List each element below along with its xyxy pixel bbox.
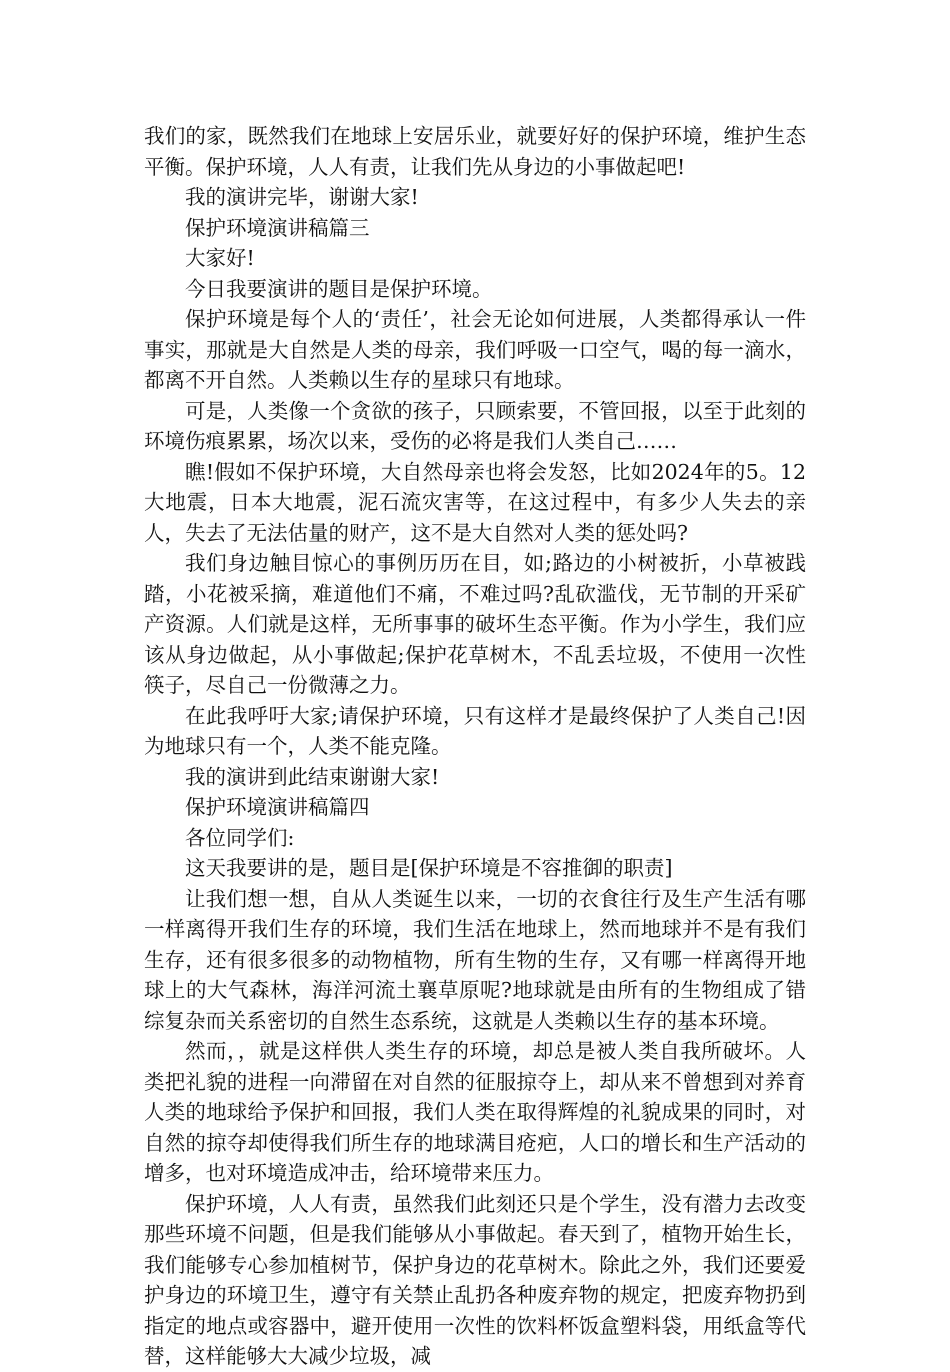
paragraph: 这天我要讲的是，题目是[保护环境是不容推御的职责] bbox=[185, 856, 673, 880]
paragraph: 我的演讲到此结束谢谢大家! bbox=[185, 764, 440, 789]
paragraph: 我的演讲完毕，谢谢大家! bbox=[185, 185, 419, 209]
paragraph: 大家好! bbox=[185, 246, 255, 270]
paragraph: 保护环境是每个人的‘责任’，社会无论如何进展，人类都得承认一件事实，那就是大自然是人类的母亲，我们呼吸一口空气，喝的每一滴水，都离不开自然。人类赖以生存的星球只有地球。 bbox=[144, 307, 806, 392]
paragraph: 在此我呼吁大家;请保护环境，只有这样才是最终保护了人类自己!因为地球只有一个，人类不能克隆。 bbox=[144, 703, 806, 758]
paragraph: 瞧!假如不保护环境，大自然母亲也将会发怒，比如2024年的5。12大地震，日本大地震，泥石流灾害等，在这过程中，有多少人失去的亲人，失去了无法估量的财产，这不是大自然对人类的惩处吗? bbox=[144, 459, 806, 545]
section-heading: 保护环境演讲稿篇三 bbox=[185, 215, 370, 240]
paragraph: 可是，人类像一个贪欲的孩子，只顾索要，不管回报，以至于此刻的环境伤痕累累，场次以来，受伤的必将是我们人类自己…… bbox=[144, 398, 806, 453]
paragraph: 我们身边触目惊心的事例历历在目，如;路边的小树被折，小草被践踏，小花被采摘，难道他们不痛，不难过吗?乱砍滥伐，无节制的开采矿产资源。人们就是这样，无所事事的破坏生态平衡。作为小学生，我们应该从身边做起，从小事做起;保护花草树木，不乱丢垃圾，不使用一次性筷子，尽自己一份微薄之力。 bbox=[144, 551, 806, 697]
section-heading: 保护环境演讲稿篇四 bbox=[185, 795, 370, 819]
paragraph: 然而，，就是这样供人类生存的环境，却总是被人类自我所破坏。人类把礼貌的进程一向滞留在对自然的征服掠夺上，却从来不曾想到对养育人类的地球给予保护和回报，我们人类在取得辉煌的礼貌成果的同时，对自然的掠夺却使得我们所生存的地球满目疮疤，人口的增长和生产活动的增多，也对环境造成冲击，给环境带来压力。 bbox=[144, 1039, 806, 1185]
document-page bbox=[144, 121, 806, 1372]
paragraph: 我们的家，既然我们在地球上安居乐业，就要好好的保护环境，维护生态平衡。保护环境，人人有责，让我们先从身边的小事做起吧! bbox=[144, 124, 806, 179]
paragraph: 让我们想一想，自从人类诞生以来，一切的衣食往行及生产生活有哪一样离得开我们生存的环境，我们生活在地球上，然而地球并不是有我们生存，还有很多很多的动物植物，所有生物的生存，又有哪一样离得开地球上的大气森林，海洋河流土襄草原呢?地球就是由所有的生物组成了错综复杂而关系密切的自然生态系统，这就是人类赖以生存的基本环境。 bbox=[144, 886, 806, 1033]
paragraph: 各位同学们: bbox=[185, 825, 295, 850]
paragraph: 保护环境，人人有责，虽然我们此刻还只是个学生，没有潜力去改变那些环境不问题，但是我们能够从小事做起。春天到了，植物开始生长，我们能够专心参加植树节，保护身边的花草树木。除此之外，我们还要爱护身边的环境卫生，遵守有关禁止乱扔各种废弃物的规定，把废弃物扔到指定的地点或容器中，避开使用一次性的饮料杯饭盒塑料袋，用纸盒等代替，这样能够大大减少垃圾，减 bbox=[144, 1191, 806, 1368]
paragraph: 今日我要演讲的题目是保护环境。 bbox=[185, 276, 493, 301]
